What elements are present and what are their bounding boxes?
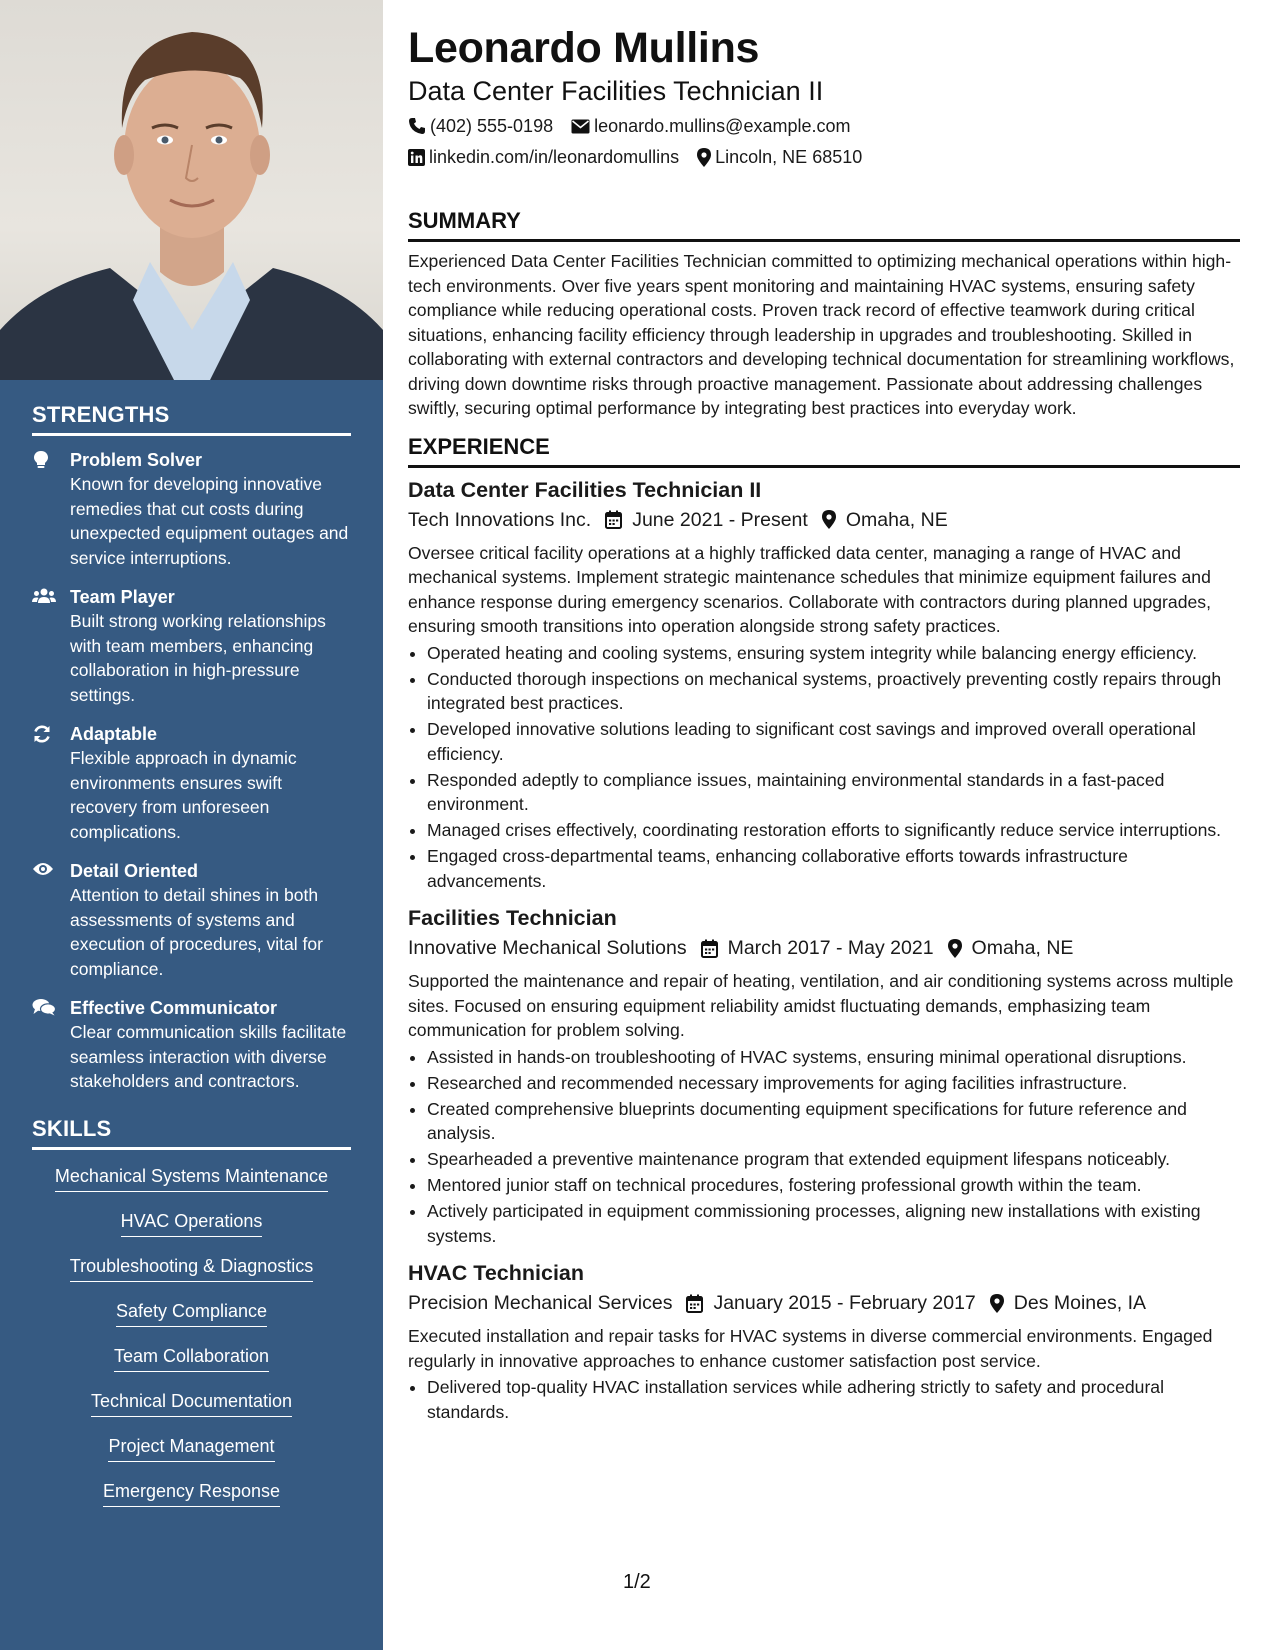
- summary-heading: SUMMARY: [408, 207, 1240, 242]
- calendar-icon: [701, 939, 718, 958]
- skill-item: HVAC Operations: [121, 1209, 263, 1237]
- job-title: HVAC Technician: [408, 1261, 585, 1285]
- job-location: [948, 935, 1074, 961]
- company-name: Tech Innovations Inc.: [408, 508, 592, 531]
- location-contact: [697, 145, 862, 169]
- experience-heading: EXPERIENCE: [408, 433, 1240, 468]
- skills-heading: SKILLS: [32, 1116, 351, 1150]
- dates-text: June 2021 - Present: [632, 508, 808, 531]
- strength-title: Team Player: [70, 587, 175, 607]
- sidebar-content: [32, 402, 351, 1524]
- job-bullets: [408, 1375, 1240, 1424]
- strength-item: [32, 859, 351, 981]
- email-text: leonardo.mullins@example.com: [594, 116, 851, 136]
- lightbulb-icon: [32, 450, 54, 470]
- skill-item: Troubleshooting & Diagnostics: [70, 1254, 313, 1282]
- bullet-item: • Conducted thorough inspections on mechanical systems, proactively preventing costly repairs through integrated best practices.: [427, 667, 1240, 716]
- bullet-item: • Researched and recommended necessary improvements for aging facilities infrastructure.: [427, 1071, 1240, 1096]
- phone-icon: [408, 117, 426, 135]
- job-description: Oversee critical facility operations at a highly trafficked data center, managing a range of HVAC and mechanical systems. Implement strategic maintenance schedules that minimize equipment failures and enhance response during emergency scenarios. Collaborate with contractors during planned upgrades, ensuring smooth transitions into operation alongside strong safety practices.: [408, 542, 1211, 636]
- map-pin-icon: [697, 148, 711, 167]
- location-text: Omaha, NE: [845, 508, 948, 531]
- bullet-item: • Spearheaded a preventive maintenance program that extended equipment lifespans noticeably.: [427, 1147, 1240, 1172]
- map-pin-icon: [822, 510, 836, 529]
- skill-item: Team Collaboration: [114, 1344, 269, 1372]
- profile-photo: [0, 0, 383, 380]
- linkedin-text: linkedin.com/in/leonardomullins: [429, 147, 680, 167]
- calendar-icon: [605, 510, 622, 529]
- email-contact[interactable]: [571, 114, 850, 138]
- bullet-item: • Assisted in hands-on troubleshooting of HVAC systems, ensuring minimal operational disruptions.: [427, 1045, 1240, 1070]
- company-name: Precision Mechanical Services: [408, 1292, 673, 1314]
- strength-desc: Flexible approach in dynamic environments ensures swift recovery from unforeseen complications.: [70, 748, 297, 842]
- strength-title: Adaptable: [70, 724, 158, 744]
- strength-item: [32, 585, 351, 707]
- bullet-item: • Delivered top-quality HVAC installation services while adhering strictly to safety and procedural standards.: [427, 1375, 1240, 1424]
- job-location: [822, 507, 948, 533]
- sidebar: [0, 0, 383, 1650]
- job-location: [990, 1290, 1146, 1316]
- linkedin-contact[interactable]: [408, 145, 679, 169]
- strength-item: [32, 722, 351, 844]
- summary-text: Experienced Data Center Facilities Technician committed to optimizing mechanical operations within high-tech environments. Over five years spent monitoring and maintaining HVAC systems, ensuring safety compliance while reducing operational costs. Proven track record of effective teamwork during critical situations, enhancing facility efficiency through leadership in upgrades and troubleshooting. Skilled in collaborating with external contractors and developing technical documentation for streamlining workflows, driving down downtime risks through proactive management. Passionate about addressing challenges swiftly, securing optimal performance by integrating best practices into everyday work.: [408, 251, 1235, 418]
- skill-item: Project Management: [108, 1434, 274, 1462]
- strength-item: [32, 996, 351, 1094]
- strength-title: Detail Oriented: [70, 861, 199, 881]
- bullet-item: • Created comprehensive blueprints documenting equipment specifications for future reference and analysis.: [427, 1097, 1240, 1146]
- job-meta: [408, 1290, 1240, 1316]
- contact-row: [408, 114, 1240, 138]
- eye-icon: [32, 861, 54, 881]
- candidate-name: Leonardo Mullins: [408, 24, 760, 72]
- map-pin-icon: [948, 939, 962, 958]
- bullet-item: • Engaged cross-departmental teams, enhancing collaborative efforts towards infrastructure advancements.: [427, 844, 1240, 893]
- strengths-list: [32, 448, 351, 1094]
- job-description: Executed installation and repair tasks for HVAC systems in diverse commercial environments. Engaged regularly in innovative approaches to enhance customer satisfaction post service.: [408, 1326, 1213, 1371]
- bullet-item: • Operated heating and cooling systems, ensuring system integrity while balancing energy efficiency.: [427, 641, 1240, 666]
- company-name: Innovative Mechanical Solutions: [408, 937, 687, 959]
- skill-item: Technical Documentation: [91, 1389, 292, 1417]
- job-meta: [408, 507, 1240, 533]
- dates-text: January 2015 - February 2017: [713, 1292, 976, 1314]
- bullet-item: • Developed innovative solutions leading to significant cost savings and improved overall operational efficiency.: [427, 717, 1240, 766]
- phone-text: (402) 555-0198: [430, 116, 554, 136]
- skill-item: Emergency Response: [103, 1479, 280, 1507]
- strength-title: Effective Communicator: [70, 998, 278, 1018]
- strength-title: Problem Solver: [70, 450, 203, 470]
- location-text: Omaha, NE: [971, 937, 1074, 959]
- job-dates: [605, 507, 808, 533]
- main-content: [408, 22, 1240, 1426]
- job-description: Supported the maintenance and repair of heating, ventilation, and air conditioning systems across multiple sites. Focused on ensuring equipment reliability amidst fluctuating demands, emphasizing team communication for problem solving.: [408, 971, 1234, 1040]
- refresh-icon: [32, 724, 54, 744]
- envelope-icon: [571, 119, 590, 134]
- strength-desc: Attention to detail shines in both assessments of systems and execution of procedures, vital for compliance.: [70, 885, 323, 979]
- linkedin-icon: [408, 149, 425, 166]
- bullet-item: • Managed crises effectively, coordinating restoration efforts to significantly reduce service interruptions.: [427, 818, 1240, 843]
- strength-item: [32, 448, 351, 570]
- calendar-icon: [686, 1294, 703, 1313]
- comments-icon: [32, 998, 54, 1018]
- page-number: 1/2: [623, 1571, 651, 1593]
- job-dates: [686, 1290, 975, 1316]
- map-pin-icon: [990, 1294, 1004, 1313]
- skill-item: Safety Compliance: [116, 1299, 267, 1327]
- job-bullets: [408, 1045, 1240, 1249]
- contact-row-2: [408, 145, 1240, 169]
- location-text: Lincoln, NE 68510: [715, 147, 863, 167]
- job-dates: [701, 935, 934, 961]
- job-title: Facilities Technician: [408, 906, 617, 930]
- bullet-item: • Actively participated in equipment commissioning processes, aligning new installations with existing systems.: [427, 1199, 1240, 1248]
- job-meta: [408, 935, 1240, 961]
- job-entry: [408, 1259, 1240, 1424]
- job-title-headline: Data Center Facilities Technician II: [408, 76, 824, 106]
- location-text: Des Moines, IA: [1013, 1292, 1146, 1314]
- users-icon: [32, 587, 54, 607]
- phone-contact[interactable]: [408, 114, 553, 138]
- job-bullets: [408, 641, 1240, 894]
- strength-desc: Known for developing innovative remedies that cut costs during unexpected equipment outages and service interruptions.: [70, 474, 349, 568]
- dates-text: March 2017 - May 2021: [727, 937, 934, 959]
- skill-item: Mechanical Systems Maintenance: [55, 1164, 328, 1192]
- skills-list: [32, 1164, 351, 1524]
- strength-desc: Clear communication skills facilitate seamless interaction with diverse stakeholders and contractors.: [70, 1022, 347, 1091]
- strength-desc: Built strong working relationships with team members, enhancing collaboration in high-pressure settings.: [70, 611, 326, 705]
- bullet-item: • Responded adeptly to compliance issues, maintaining environmental standards in a fast-paced environment.: [427, 768, 1240, 817]
- job-title: Data Center Facilities Technician II: [408, 477, 762, 502]
- strengths-heading: STRENGTHS: [32, 402, 351, 436]
- job-entry: [408, 476, 1240, 894]
- bullet-item: • Mentored junior staff on technical procedures, fostering professional growth within the team.: [427, 1173, 1240, 1198]
- job-entry: [408, 904, 1240, 1248]
